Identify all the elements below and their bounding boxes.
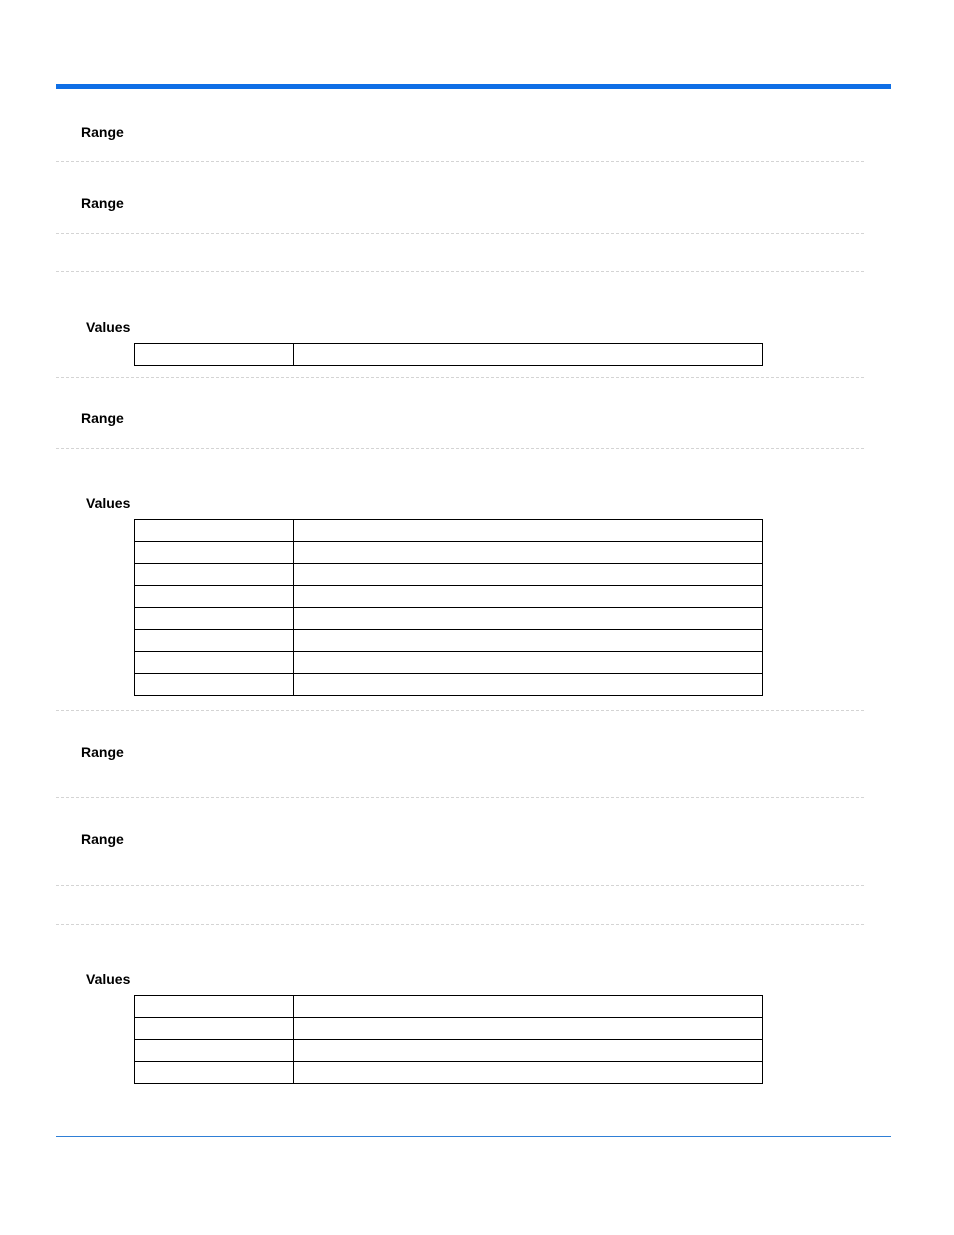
table-cell bbox=[135, 564, 294, 586]
table-cell bbox=[135, 344, 294, 366]
table-cell bbox=[294, 630, 763, 652]
values-table bbox=[134, 995, 763, 1084]
table-cell bbox=[135, 586, 294, 608]
range-label: Range bbox=[81, 124, 124, 140]
table-row bbox=[135, 674, 763, 696]
table-cell bbox=[135, 630, 294, 652]
table-row bbox=[135, 608, 763, 630]
section-divider bbox=[56, 161, 864, 162]
table-row bbox=[135, 520, 763, 542]
table-cell bbox=[135, 542, 294, 564]
range-label: Range bbox=[81, 831, 124, 847]
table-cell bbox=[135, 520, 294, 542]
section-divider bbox=[56, 271, 864, 272]
table-cell bbox=[135, 1062, 294, 1084]
table-row bbox=[135, 542, 763, 564]
table-cell bbox=[294, 520, 763, 542]
table-row bbox=[135, 630, 763, 652]
table-cell bbox=[135, 652, 294, 674]
table-row bbox=[135, 1018, 763, 1040]
section-divider bbox=[56, 924, 864, 925]
table-cell bbox=[294, 1040, 763, 1062]
values-label: Values bbox=[86, 971, 131, 987]
table-cell bbox=[135, 1018, 294, 1040]
footer-rule bbox=[56, 1136, 891, 1137]
table-cell bbox=[294, 674, 763, 696]
table-row bbox=[135, 652, 763, 674]
section-divider bbox=[56, 377, 864, 378]
table-cell bbox=[135, 674, 294, 696]
table-row bbox=[135, 1040, 763, 1062]
range-label: Range bbox=[81, 410, 124, 426]
table-cell bbox=[135, 1040, 294, 1062]
section-divider bbox=[56, 233, 864, 234]
values-table bbox=[134, 519, 763, 696]
table-cell bbox=[294, 608, 763, 630]
table-row bbox=[135, 1062, 763, 1084]
range-label: Range bbox=[81, 744, 124, 760]
values-table bbox=[134, 343, 763, 366]
section-divider bbox=[56, 885, 864, 886]
table-cell bbox=[294, 542, 763, 564]
table-row bbox=[135, 344, 763, 366]
section-divider bbox=[56, 710, 864, 711]
table-row bbox=[135, 996, 763, 1018]
values-label: Values bbox=[86, 495, 131, 511]
table-cell bbox=[294, 652, 763, 674]
table-cell bbox=[135, 608, 294, 630]
table-cell bbox=[294, 586, 763, 608]
section-divider bbox=[56, 797, 864, 798]
table-cell bbox=[294, 564, 763, 586]
table-cell bbox=[294, 1062, 763, 1084]
section-divider bbox=[56, 448, 864, 449]
table-row bbox=[135, 564, 763, 586]
range-label: Range bbox=[81, 195, 124, 211]
header-rule bbox=[56, 84, 891, 89]
table-cell bbox=[294, 344, 763, 366]
table-cell bbox=[294, 996, 763, 1018]
values-label: Values bbox=[86, 319, 131, 335]
table-row bbox=[135, 586, 763, 608]
table-cell bbox=[135, 996, 294, 1018]
table-cell bbox=[294, 1018, 763, 1040]
